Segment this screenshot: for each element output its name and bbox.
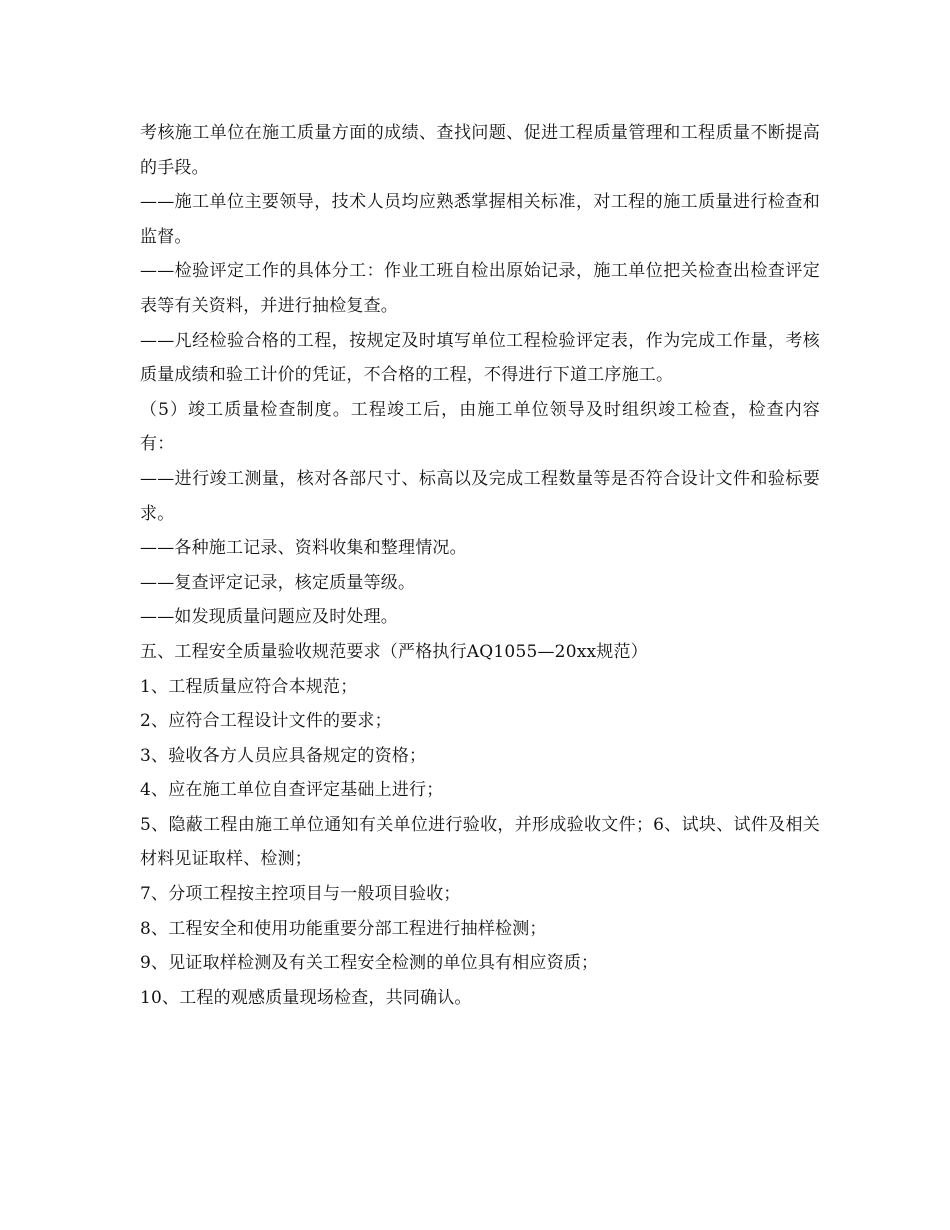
section-heading-acceptance-requirements: 五、工程安全质量验收规范要求（严格执行AQ1055—20xx规范） <box>140 641 648 662</box>
list-item-5-6: 5、隐蔽工程由施工单位通知有关单位进行验收，并形成验收文件；6、试块、试件及相关材料见证取样、检测； <box>140 814 820 870</box>
paragraph-division-of-work: ——检验评定工作的具体分工：作业工班自检出原始记录，施工单位把关检查出检查评定表等有关资料，并进行抽检复查。 <box>140 261 820 316</box>
document-body <box>140 116 820 1015</box>
list-item-1: 1、工程质量应符合本规范； <box>140 676 358 697</box>
paragraph-leadership-duty: ——施工单位主要领导，技术人员均应熟悉掌握相关标准，对工程的施工质量进行检查和监督。 <box>140 192 820 247</box>
paragraph-records-collection: ——各种施工记录、资料收集和整理情况。 <box>140 538 467 559</box>
paragraph-handle-problems: ——如发现质量问题应及时处理。 <box>140 607 398 628</box>
paragraph-review-grading: ——复查评定记录，核定质量等级。 <box>140 572 416 593</box>
list-item-2: 2、应符合工程设计文件的要求； <box>140 711 392 732</box>
list-item-8: 8、工程安全和使用功能重要分部工程进行抽样检测； <box>140 918 547 939</box>
list-item-3: 3、验收各方人员应具备规定的资格； <box>140 745 427 766</box>
paragraph-completion-survey: ——进行竣工测量，核对各部尺寸、标高以及完成工程数量等是否符合设计文件和验标要求。 <box>140 468 820 524</box>
paragraph-qualified-works: ——凡经检验合格的工程，按规定及时填写单位工程检验评定表，作为完成工作量，考核质量成绩和验工计价的凭证，不合格的工程，不得进行下道工序施工。 <box>140 330 820 386</box>
list-item-9: 9、见证取样检测及有关工程安全检测的单位具有相应资质； <box>140 953 599 974</box>
list-item-4: 4、应在施工单位自查评定基础上进行； <box>140 780 444 801</box>
paragraph-completion-inspection: （5）竣工质量检查制度。工程竣工后，由施工单位领导及时组织竣工检查，检查内容有： <box>140 399 820 455</box>
list-item-7: 7、分项工程按主控项目与一般项目验收； <box>140 884 461 905</box>
list-item-10: 10、工程的观感质量现场检查，共同确认。 <box>140 987 472 1008</box>
paragraph-assessment-purpose: 考核施工单位在施工质量方面的成绩、查找问题、促进工程质量管理和工程质量不断提高的手段。 <box>140 123 820 178</box>
